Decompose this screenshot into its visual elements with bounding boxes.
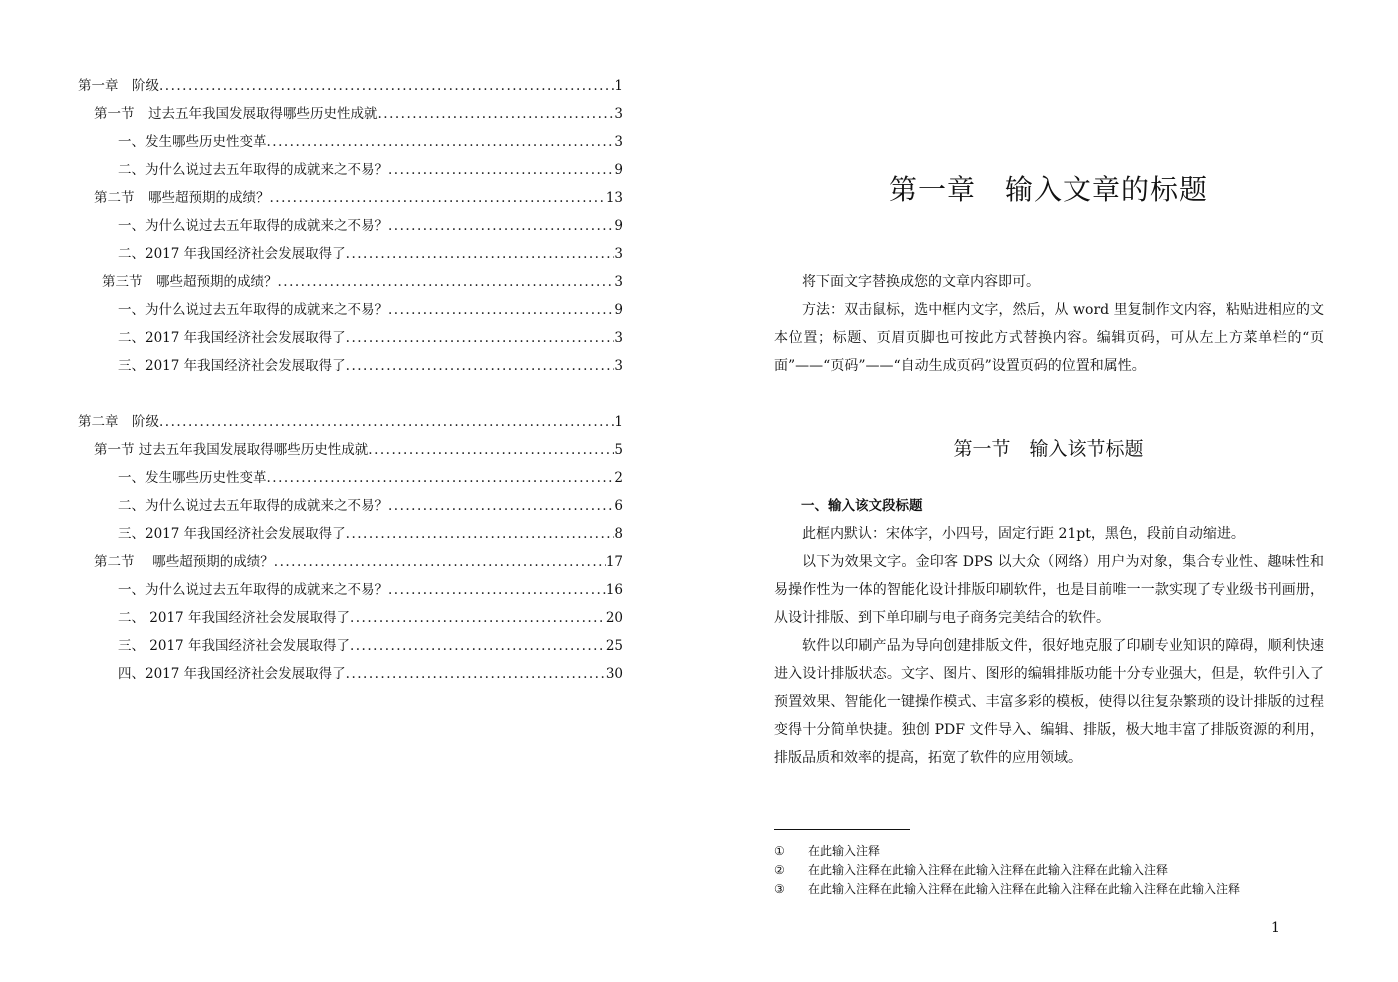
toc-entry[interactable]	[78, 576, 623, 604]
toc-leader-dots	[388, 296, 614, 324]
toc-entry-page: 5	[614, 442, 623, 458]
footnote-mark: ②	[774, 863, 785, 877]
toc-entry-page: 8	[614, 526, 623, 542]
toc-entry-page: 9	[614, 218, 623, 234]
toc-entry-title: 二、为什么说过去五年取得的成就来之不易？	[118, 498, 388, 514]
toc-entry-title: 二、 2017 年我国经济社会发展取得了	[118, 610, 350, 626]
toc-leader-dots	[346, 660, 606, 688]
footnote-text: 在此输入注释在此输入注释在此输入注释在此输入注释在此输入注释	[808, 863, 1169, 877]
toc-entry-title: 一、发生哪些历史性变革	[118, 470, 267, 486]
intro-block	[774, 268, 1324, 380]
toc-entry-page: 3	[614, 358, 623, 374]
toc-entry[interactable]	[78, 212, 623, 240]
toc-entry-page: 3	[614, 330, 623, 346]
toc-entry-page: 20	[605, 610, 623, 626]
toc-entry-title: 二、2017 年我国经济社会发展取得了	[118, 246, 346, 262]
toc-leader-dots	[350, 632, 606, 660]
toc-entry-title: 二、为什么说过去五年取得的成就来之不易？	[118, 162, 388, 178]
toc-leader-dots	[388, 492, 614, 520]
footnotes	[774, 842, 1334, 899]
toc-leader-dots	[267, 464, 615, 492]
toc-entry[interactable]	[78, 660, 623, 688]
footnote-text: 在此输入注释在此输入注释在此输入注释在此输入注释在此输入注释在此输入注释	[808, 882, 1241, 896]
toc-entry-title: 三、2017 年我国经济社会发展取得了	[118, 358, 346, 374]
toc-entry-page: 16	[605, 582, 623, 598]
toc-entry-title: 第一节 过去五年我国发展取得哪些历史性成就	[94, 442, 369, 458]
footnote-item	[774, 842, 1334, 861]
toc-entry-title: 第三节 哪些超预期的成绩？	[102, 274, 278, 290]
toc-entry[interactable]	[78, 184, 623, 212]
toc-entry-page: 3	[614, 246, 623, 262]
toc-entry-page: 9	[614, 162, 623, 178]
article-page	[699, 0, 1398, 982]
toc-leader-dots	[159, 408, 614, 436]
body-paragraph: 软件以印刷产品为导向创建排版文件，很好地克服了印刷专业知识的障碍，顺利快速进入设计排版状态。文字、图片、图形的编辑排版功能十分专业强大，但是，软件引入了预置效果、智能化一键操作模式、丰富多彩的模板，使得以往复杂繁琐的设计排版的过程变得十分简单快捷。独创 PDF 文件导入、编辑、排版，极大地丰富了排版资源的利用，排版品质和效率的提高，拓宽了软件的应用领域。	[774, 638, 1324, 766]
toc-leader-dots	[388, 156, 614, 184]
toc-entry-title: 二、2017 年我国经济社会发展取得了	[118, 330, 346, 346]
footnote-separator	[774, 829, 910, 830]
toc-entry-page: 1	[614, 414, 623, 430]
body-paragraph: 以下为效果文字。金印客 DPS 以大众（网络）用户为对象，集合专业性、趣味性和易操作性为一体的智能化设计排版印刷软件，也是目前唯一一款实现了专业级书刊画册，从设计排版、到下单印刷与电子商务完美结合的软件。	[774, 554, 1324, 626]
toc-entry[interactable]	[78, 548, 623, 576]
footnote-mark: ③	[774, 882, 785, 896]
footnote-item	[774, 861, 1334, 880]
toc-entry[interactable]	[78, 240, 623, 268]
toc-entry-title: 第一章 阶级	[78, 78, 159, 94]
toc-entry-title: 第一节 过去五年我国发展取得哪些历史性成就	[94, 106, 378, 122]
toc-entry-page: 2	[614, 470, 623, 486]
toc-entry-page: 3	[614, 134, 623, 150]
toc-leader-dots	[346, 324, 615, 352]
table-of-contents	[78, 72, 623, 688]
body-paragraph: 此框内默认：宋体字，小四号，固定行距 21pt，黑色，段前自动缩进。	[802, 526, 1245, 542]
toc-leader-dots	[388, 576, 606, 604]
toc-entry-title: 三、2017 年我国经济社会发展取得了	[118, 526, 346, 542]
toc-leader-dots	[368, 436, 614, 464]
intro-paragraph: 将下面文字替换成您的文章内容即可。	[802, 274, 1040, 290]
toc-leader-dots	[278, 268, 615, 296]
chapter-title: 第一章 输入文章的标题	[888, 173, 1208, 206]
toc-leader-dots	[267, 128, 615, 156]
toc-entry-page: 3	[614, 274, 623, 290]
toc-entry-title: 一、为什么说过去五年取得的成就来之不易？	[118, 582, 388, 598]
toc-entry[interactable]	[78, 436, 623, 464]
toc-entry-title: 三、 2017 年我国经济社会发展取得了	[118, 638, 350, 654]
toc-leader-dots	[388, 212, 614, 240]
toc-entry-page: 17	[605, 554, 623, 570]
footnote-mark: ①	[774, 844, 785, 858]
toc-leader-dots	[159, 72, 614, 100]
toc-leader-dots	[346, 352, 615, 380]
toc-leader-dots	[346, 240, 615, 268]
toc-leader-dots	[274, 548, 606, 576]
footnote-item	[774, 880, 1334, 899]
toc-entry-page: 1	[614, 78, 623, 94]
toc-entry[interactable]	[78, 352, 623, 380]
toc-entry-title: 一、为什么说过去五年取得的成就来之不易？	[118, 218, 388, 234]
toc-entry[interactable]	[78, 492, 623, 520]
toc-entry[interactable]	[78, 296, 623, 324]
toc-leader-dots	[346, 520, 615, 548]
page-number: 1	[1271, 920, 1280, 936]
toc-entry[interactable]	[78, 268, 623, 296]
toc-entry-title: 第二节 哪些超预期的成绩？	[94, 554, 274, 570]
toc-entry[interactable]	[78, 100, 623, 128]
toc-entry-page: 9	[614, 302, 623, 318]
toc-entry-title: 一、发生哪些历史性变革	[118, 134, 267, 150]
toc-leader-dots	[350, 604, 606, 632]
toc-entry-title: 第二节 哪些超预期的成绩？	[94, 190, 270, 206]
footnote-text: 在此输入注释	[808, 844, 881, 858]
toc-entry[interactable]	[78, 324, 623, 352]
toc-entry-page: 30	[605, 666, 623, 682]
toc-entry-title: 一、为什么说过去五年取得的成就来之不易？	[118, 302, 388, 318]
toc-entry-page: 6	[614, 498, 623, 514]
toc-entry-page: 3	[614, 106, 623, 122]
toc-entry[interactable]	[78, 520, 623, 548]
section-title: 第一节 输入该节标题	[953, 438, 1144, 460]
toc-entry-title: 四、2017 年我国经济社会发展取得了	[118, 666, 346, 682]
toc-entry-page: 25	[605, 638, 623, 654]
toc-entry[interactable]	[78, 604, 623, 632]
toc-entry-title: 第二章 阶级	[78, 414, 159, 430]
toc-chapter-2[interactable]	[78, 408, 623, 436]
toc-entry-page: 13	[605, 190, 623, 206]
intro-paragraph: 方法：双击鼠标，选中框内文字，然后，从 word 里复制作文内容，粘贴进相应的文本位置；标题、页眉页脚也可按此方式替换内容。编辑页码，可从左上方菜单栏的“页面”——“页码”——“自动生成页码”设置页码的位置和属性。	[774, 302, 1324, 374]
section-body	[774, 492, 1324, 772]
toc-entry[interactable]	[78, 632, 623, 660]
subsection-title: 一、输入该文段标题	[801, 498, 923, 514]
toc-chapter-1[interactable]	[78, 72, 623, 100]
toc-leader-dots	[270, 184, 606, 212]
toc-entry[interactable]	[78, 156, 623, 184]
toc-entry[interactable]	[78, 128, 623, 156]
toc-leader-dots	[378, 100, 615, 128]
toc-entry[interactable]	[78, 464, 623, 492]
